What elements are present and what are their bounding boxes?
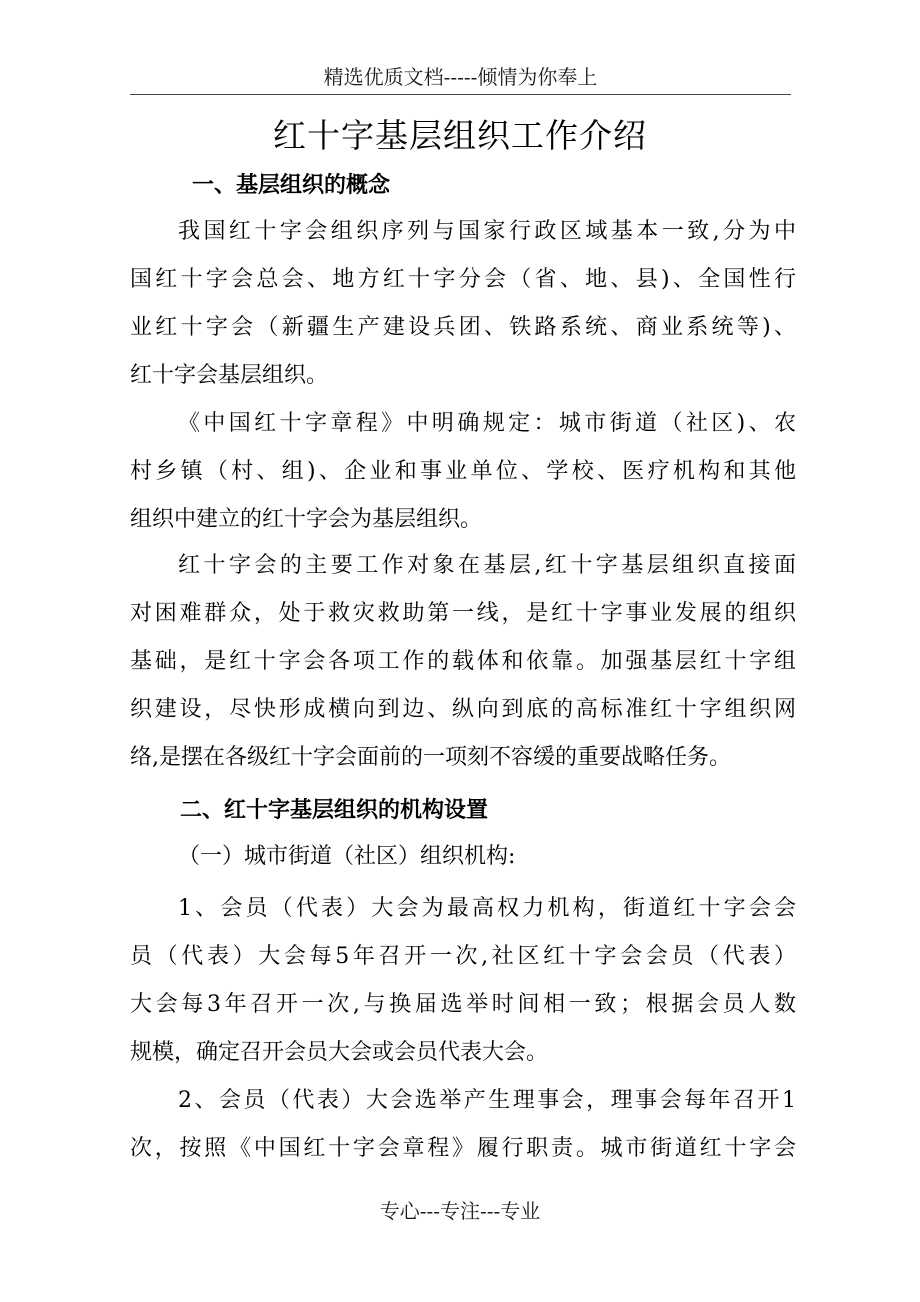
paragraph-line: 大会每3年召开一次,与换届选举时间相一致；根据会员人数 bbox=[130, 992, 796, 1017]
paragraph-line: 《中国红十字章程》中明确规定：城市街道（社区)、农 bbox=[178, 411, 796, 436]
paragraph-line: 业红十字会（新疆生产建设兵团、铁路系统、商业系统等)、 bbox=[130, 315, 796, 340]
paragraph-line: 村乡镇（村、组)、企业和事业单位、学校、医疗机构和其他 bbox=[130, 459, 796, 484]
paragraph-org-hierarchy bbox=[130, 208, 796, 400]
document-title: 红十字基层组织工作介绍 bbox=[273, 116, 647, 155]
paragraph-line: 络,是摆在各级红十字会面前的一项刻不容缓的重要战略任务。 bbox=[130, 745, 731, 770]
paragraph-line: 对困难群众，处于救灾救助第一线，是红十字事业发展的组织 bbox=[130, 601, 796, 626]
page-header: 精选优质文档-----倾情为你奉上 bbox=[130, 62, 791, 95]
section-heading-concept: 一、基层组织的概念 bbox=[192, 173, 391, 198]
paragraph-line: 员（代表）大会每5年召开一次,社区红十字会会员（代表） bbox=[130, 944, 796, 969]
paragraph-line: 1、会员（代表）大会为最高权力机构，街道红十字会会 bbox=[178, 896, 796, 921]
section-heading-structure: 二、红十字基层组织的机构设置 bbox=[180, 798, 489, 823]
paragraph-grassroots-importance bbox=[130, 542, 796, 782]
paragraph-council bbox=[130, 1077, 796, 1173]
paragraph-line: 国红十字会总会、地方红十字分会（省、地、县)、全国性行 bbox=[130, 267, 796, 292]
subheading-urban-street: （一）城市街道（社区）组织机构: bbox=[178, 844, 516, 869]
paragraph-line: 规模，确定召开会员大会或会员代表大会。 bbox=[130, 1040, 549, 1065]
paragraph-line: 组织中建立的红十字会为基层组织。 bbox=[130, 507, 483, 532]
paragraph-member-congress bbox=[130, 885, 796, 1077]
paragraph-line: 我国红十字会组织序列与国家行政区域基本一致,分为中 bbox=[178, 219, 796, 244]
paragraph-line: 织建设，尽快形成横向到边、纵向到底的高标准红十字组织网 bbox=[130, 697, 796, 722]
paragraph-line: 红十字会的主要工作对象在基层,红十字基层组织直接面 bbox=[178, 553, 796, 578]
paragraph-line: 次，按照《中国红十字会章程》履行职责。城市街道红十字会 bbox=[130, 1136, 796, 1161]
paragraph-line: 2、会员（代表）大会选举产生理事会，理事会每年召开1 bbox=[178, 1088, 796, 1113]
page-footer: 专心---专注---专业 bbox=[379, 1199, 541, 1223]
paragraph-line: 红十字会基层组织。 bbox=[130, 363, 329, 388]
paragraph-line: 基础，是红十字会各项工作的载体和依靠。加强基层红十字组 bbox=[130, 649, 796, 674]
paragraph-charter-definition bbox=[130, 400, 796, 544]
